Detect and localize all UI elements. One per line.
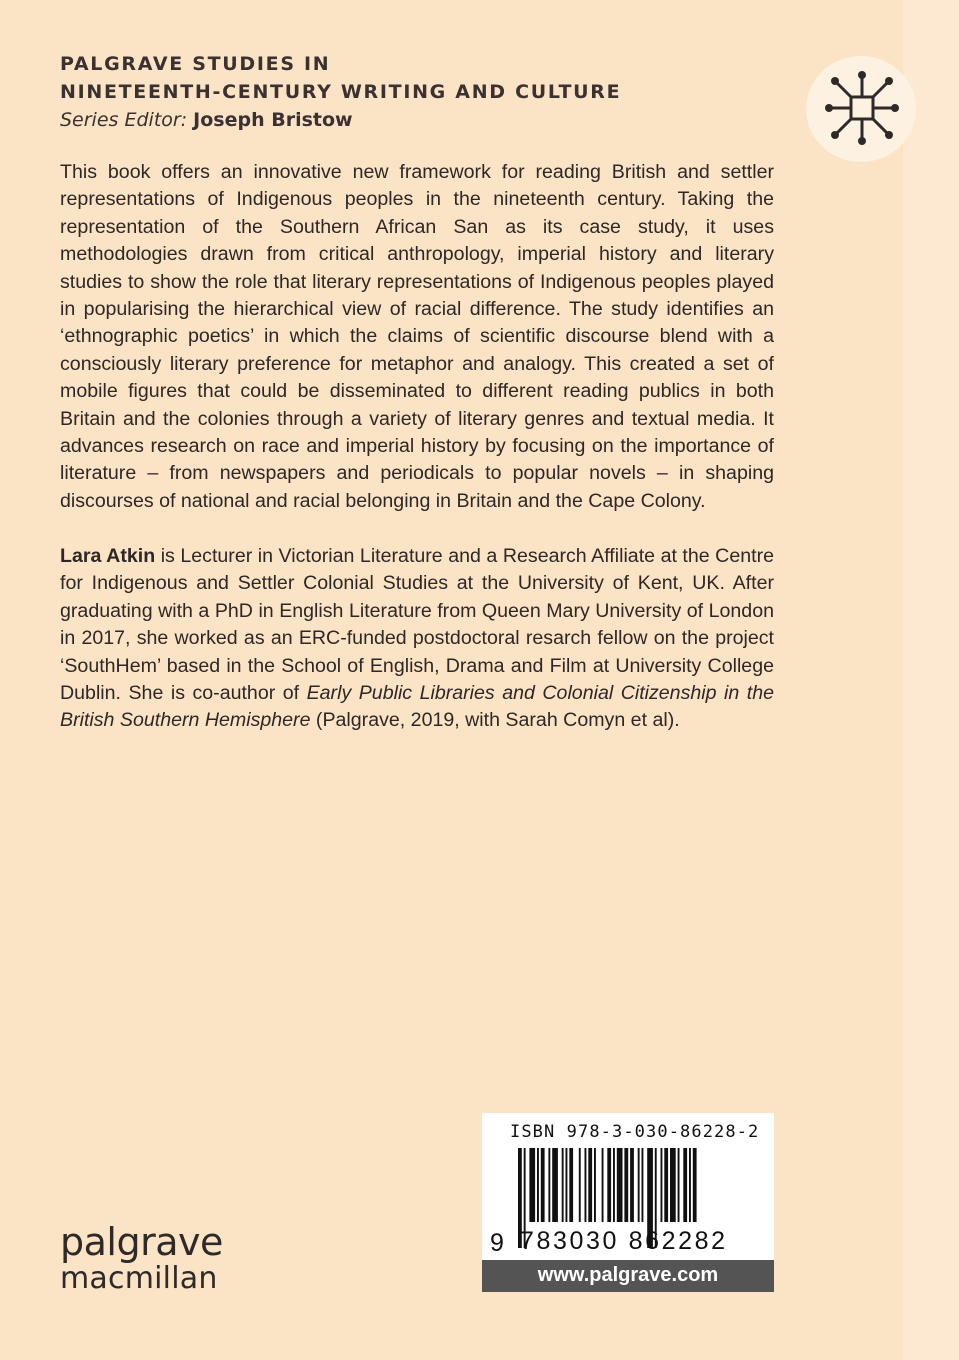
barcode-bar	[552, 1148, 558, 1222]
barcode-bar	[594, 1148, 596, 1222]
barcode-bar	[683, 1148, 687, 1222]
palgrave-logo-badge	[806, 56, 916, 162]
barcode-bar	[537, 1148, 539, 1222]
ean-digits: 783030 862282	[520, 1227, 728, 1255]
barcode-bar	[602, 1148, 604, 1222]
bio-book-title: Early Public Libraries and Colonial Citizenship in the British Southern Hemisphere	[60, 682, 774, 732]
barcode-bar	[585, 1148, 587, 1222]
barcode-bar	[678, 1148, 680, 1222]
author-bio	[60, 543, 774, 735]
barcode-bar	[689, 1148, 691, 1222]
series-editor-name: Joseph Bristow	[193, 109, 353, 131]
barcode-bar	[617, 1148, 623, 1222]
bio-text-1: is Lecturer in Victorian Literature and a Research Affiliate at the Centre for Indigenous and Settler Colonial Studies at the University of Kent, UK. After graduating with a PhD in English Literature from Queen Mary University of London in 2017, she worked as an ERC-funded postdoctoral resarch fellow on the project ‘SouthHem’ based in the School of English, Drama and Film at University College Dublin. She is co-author of	[60, 545, 774, 705]
ean-first-digit: 9	[490, 1229, 504, 1257]
barcode-bar	[588, 1148, 592, 1222]
publisher-url[interactable]: www.palgrave.com	[482, 1260, 774, 1292]
palgrave-network-icon	[824, 70, 900, 146]
barcode-bar	[624, 1148, 628, 1222]
publisher-logo	[60, 1222, 223, 1296]
barcode-bar	[693, 1148, 697, 1222]
author-name: Lara Atkin	[60, 545, 156, 567]
barcode-bar	[613, 1148, 615, 1222]
series-block	[60, 50, 780, 134]
barcode-bar	[607, 1148, 611, 1222]
isbn-text: ISBN 978-3-030-86228-2	[510, 1122, 760, 1142]
barcode-bar	[541, 1148, 545, 1222]
barcode-bar	[529, 1148, 535, 1222]
barcode-bar	[664, 1148, 668, 1222]
barcode-bar	[566, 1148, 568, 1222]
barcode-bar	[630, 1148, 634, 1222]
barcode-bar	[661, 1148, 663, 1222]
publisher-line-2: macmillan	[60, 1261, 218, 1296]
barcode-bar	[562, 1148, 564, 1222]
spine-strip	[903, 0, 959, 1360]
book-blurb: This book offers an innovative new framework for reading British and settler representations of Indigenous peoples in the nineteenth century. Taking the representation of the Southern African San as its case study, it uses methodologies drawn from critical anthropology, imperial history and literary studies to show the role that literary representations of Indigenous peoples played in popularising the hierarchical view of racial difference. The study identifies an ‘ethnographic poetics’ in which the claims of scientific discourse blend with a consciously literary preference for metaphor and analogy. This created a set of mobile figures that could be disseminated to different reading publics in both Britain and the colonies through a variety of literary genres and textual media. It advances research on race and imperial history by focusing on the importance of literature – from newspapers and periodicals to popular novels – in shaping discourses of national and racial belonging in Britain and the Cape Colony.	[60, 161, 774, 512]
series-editor	[60, 106, 780, 134]
publisher-line-1: palgrave	[60, 1220, 223, 1264]
barcode-bar	[579, 1148, 581, 1222]
barcode-bar	[548, 1148, 550, 1222]
series-title-line-1: PALGRAVE STUDIES IN	[60, 53, 331, 75]
bio-text-2: (Palgrave, 2019, with Sarah Comyn et al).	[310, 709, 680, 732]
barcode-box	[482, 1113, 774, 1260]
barcode-bar	[670, 1148, 676, 1222]
barcode-bar	[638, 1148, 640, 1222]
barcode-bar	[569, 1148, 573, 1222]
series-title-line-2: NINETEENTH-CENTURY WRITING AND CULTURE	[60, 81, 622, 103]
barcode-bar	[642, 1148, 644, 1222]
series-editor-label: Series Editor:	[60, 109, 188, 131]
